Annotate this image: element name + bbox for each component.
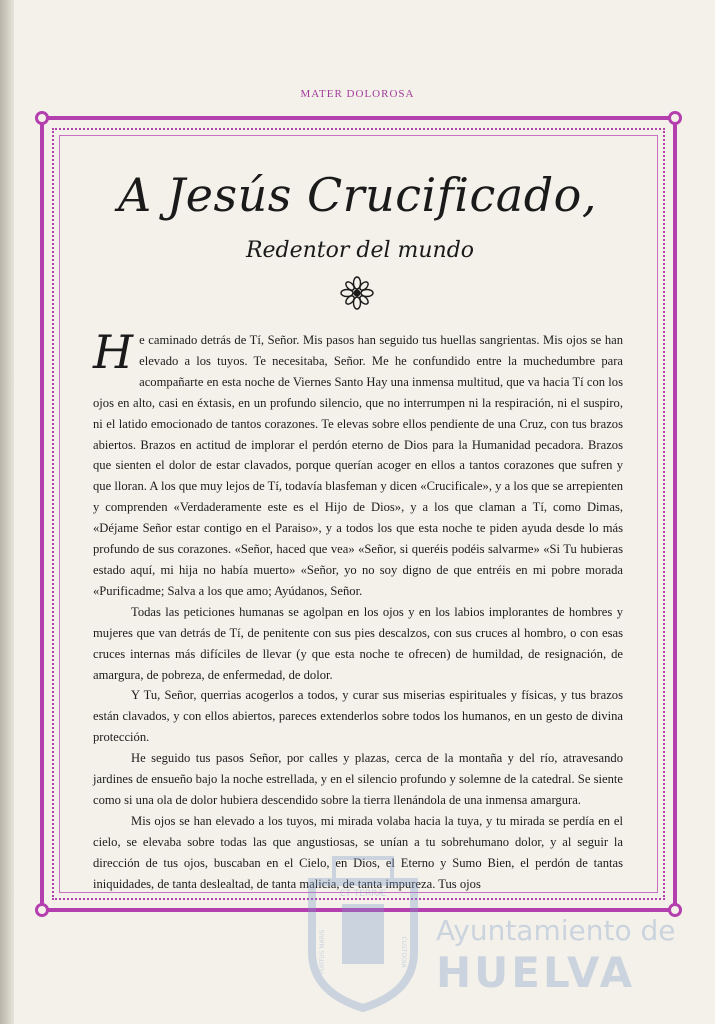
- frame-corner-ornament: [35, 903, 49, 917]
- frame-corner-ornament: [35, 111, 49, 125]
- drop-cap: H: [93, 325, 134, 379]
- coat-of-arms-icon: [304, 852, 422, 1012]
- watermark: [300, 852, 700, 1017]
- paragraph: Mis ojos se han elevado a los tuyos, mi mirada volaba hacia la tuya, y tu mirada se perdía en el cielo, se elevaba sobre todas las que angustiosas, se unían a tu sobrehumano dolor, y al seguir la dirección de tus ojos, buscaban en el Cielo, en Dios, el Eterno y Sumo Bien, el perdón de tantas iniquidades, de tanta deslealtad, de tanta malicia, de tanta impureza. Tus ojos: [93, 813, 623, 891]
- paragraph: Todas las peticiones humanas se agolpan en los ojos y en los labios implorantes de hombres y mujeres que van detrás de Tí, de penitente con sus pies descalzos, con sus cruces al hombro, o con esas cruces internas más difíciles de llevar (y que esta noche te ofrecen) de humildad, de resignación, de amargura, de pobreza, de enfermedad, de dolor.: [93, 604, 623, 682]
- page-gutter: [0, 0, 14, 1024]
- running-title: MATER DOLOROSA: [300, 88, 415, 100]
- shield-right-text: CUSTODIA: [400, 936, 407, 968]
- paragraph-text: e caminado detrás de Tí, Señor. Mis pasos han seguido tus huellas sangrientas. Mis ojos se han elevado a los tuyos. Te necesitaba, Señor. Me he confundido entre la muchedumbre para acompañarte en esta noche de Viernes Santo Hay una inmensa multitud, que va hacia Tí con los ojos en alto, casi en éxtasis, en un profundo silencio, que no interrumpen ni la respiración, ni el suspiro, ni el latido emocionado de tantos corazones. Te elevas sobre ellos pendiente de una Cruz, con tus brazos abiertos. Brazos en actitud de implorar el perdón eterno de Dios para la Humanidad pecadora. Brazos que sienten el dolor de estar clavados, porque querían acoger en ellos a tantos corazones que sufren y que lloran. A los que muy lejos de Tí, todavía blasfeman y dicen «Crucificale», y a los que se arrepienten y comprenden «Verdaderamente este es el Hijo de Dios», y a los que claman a Tí, como Dimas, «Déjame Señor estar contigo en el Paraiso», y a todos los que esta noche te piden ayuda desde lo más profundo de sus corazones. «Señor, haced que vea» «Señor, si queréis podéis salvarme» «Si Tu hubieras estado aquí, mi hija no había muerto» «Señor, yo no soy digno de que entréis en mi pobre morada «Purificadme; Salva a los que amo; Ayúdanos, Señor.: [93, 333, 623, 598]
- frame-corner-ornament: [668, 111, 682, 125]
- flower-icon: [340, 276, 374, 310]
- paragraph: He seguido tus pasos Señor, por calles y plazas, cerca de la montaña y del río, atravesando jardines de ensueño bajo la noche estrellada, y en el silencio profundo y solemne de la catedral. Se siente como si una ola de dolor hubiera descendido sobre la tierra llenándola de una inmensa amargura.: [93, 751, 623, 807]
- watermark-line1: Ayuntamiento de: [436, 914, 676, 947]
- shield-text: ET TERRÆ: [339, 889, 387, 899]
- paragraph: [93, 325, 623, 602]
- paragraph: Y Tu, Señor, querrias acogerlos a todos, y curar sus miserias espirituales y físicas, y tus brazos están clavados, y con ellos abiertos, pareces extenderlos sobre todos los humanos, en un gesto de divina protección.: [93, 688, 623, 745]
- article-subtitle: Redentor del mundo: [245, 238, 475, 263]
- watermark-line2: HUELVA: [436, 948, 636, 997]
- article-body: [93, 325, 623, 894]
- shield-left-text: PORTUS MARIS: [319, 929, 326, 975]
- article-title: A Jesús Crucificado,: [118, 168, 597, 222]
